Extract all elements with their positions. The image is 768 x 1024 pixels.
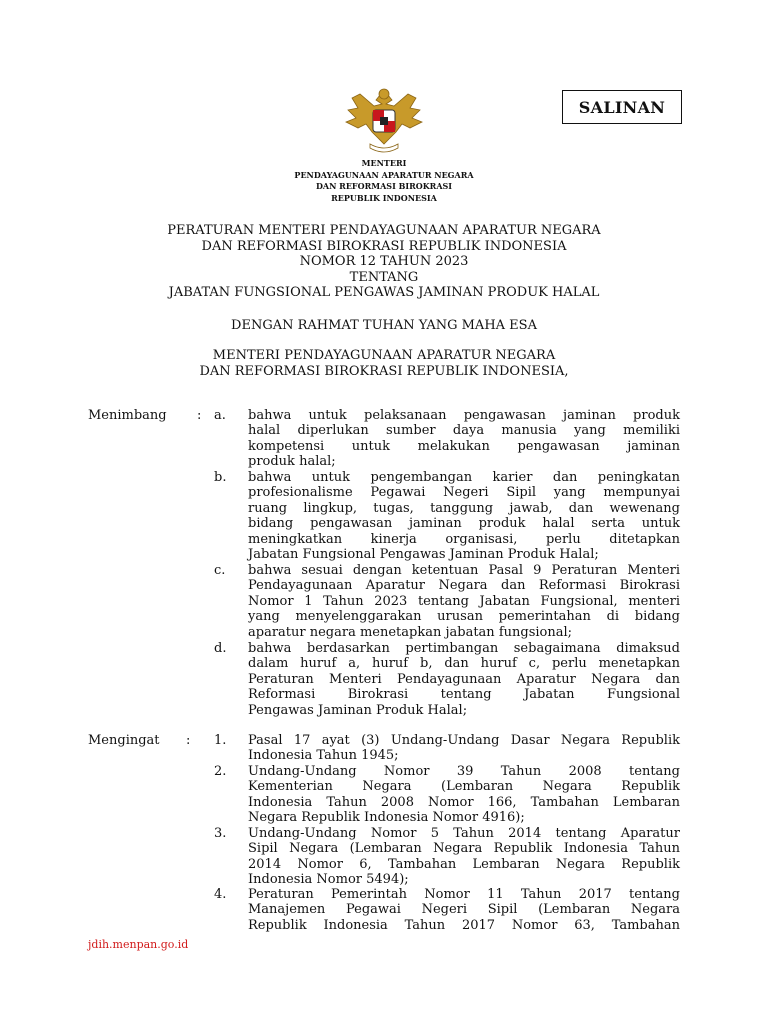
item-line: Undang-Undang Nomor 39 Tahun 2008 tentang (248, 764, 680, 779)
item-line: Kementerian Negara (Lembaran Negara Republik (248, 779, 680, 795)
item-line: kompetensi untuk melakukan pengawasan jaminan (248, 438, 680, 454)
item-line: bahwa berdasarkan pertimbangan sebagaimana dimaksud (248, 641, 680, 656)
item-line: Peraturan Pemerintah Nomor 11 Tahun 2017 tentang (248, 887, 680, 902)
item-line: Sipil Negara (Lembaran Negara Republik Indonesia Tahun (248, 841, 680, 857)
item-marker: c. (214, 563, 226, 578)
item-marker: 2. (214, 764, 227, 779)
menimbang-label: Menimbang (88, 408, 167, 423)
item-line: Indonesia Tahun 1945; (248, 748, 399, 764)
regulation-title (84, 223, 684, 379)
item-line: bahwa sesuai dengan ketentuan Pasal 9 Peraturan Menteri (248, 563, 680, 578)
item-marker: b. (214, 470, 227, 485)
item-line: aparatur negara menetapkan jabatan fungsional; (248, 624, 573, 640)
item-line: Undang-Undang Nomor 5 Tahun 2014 tentang Aparatur (248, 826, 680, 841)
footer-link[interactable]: jdih.menpan.go.id (88, 938, 189, 951)
item-line: produk halal; (248, 454, 336, 470)
item-line: ruang lingkup, tugas, tanggung jawab, dan wewenang (248, 500, 680, 516)
item-line: Nomor 1 Tahun 2023 tentang Jabatan Fungsional, menteri (248, 593, 680, 609)
item-marker: 3. (214, 826, 227, 841)
mengingat-colon: : (186, 733, 191, 748)
item-line: Pengawas Jaminan Produk Halal; (248, 702, 468, 718)
item-text (248, 887, 680, 933)
title-line: NOMOR 12 TAHUN 2023 (299, 254, 469, 269)
blessing-line: DENGAN RAHMAT TUHAN YANG MAHA ESA (231, 317, 537, 333)
item-marker: 1. (214, 733, 227, 748)
item-line: 2014 Nomor 6, Tambahan Lembaran Negara Republik (248, 856, 680, 872)
ministry-line: DAN REFORMASI BIROKRASI (315, 181, 453, 191)
item-text (248, 641, 680, 718)
mengingat-label: Mengingat (88, 733, 160, 748)
item-line: Reformasi Birokrasi tentang Jabatan Fungsional (248, 687, 680, 703)
issuer-line: DAN REFORMASI BIROKRASI REPUBLIK INDONESIA, (199, 363, 569, 379)
item-marker: 4. (214, 887, 227, 902)
item-line: Pasal 17 ayat (3) Undang-Undang Dasar Negara Republik (248, 733, 680, 748)
item-marker: d. (214, 641, 227, 656)
item-text (248, 470, 680, 562)
issuer-line: MENTERI PENDAYAGUNAAN APARATUR NEGARA (212, 348, 556, 363)
title-line: JABATAN FUNGSIONAL PENGAWAS JAMINAN PRODUK HALAL (168, 285, 600, 300)
item-text (248, 408, 680, 470)
item-line: Negara Republik Indonesia Nomor 4916); (248, 810, 525, 826)
item-line: yang menyelenggarakan urusan pemerintahan di bidang (248, 609, 680, 625)
ministry-line: PENDAYAGUNAAN APARATUR NEGARA (294, 169, 474, 180)
item-line: dalam huruf a, huruf b, dan huruf c, perlu menetapkan (248, 656, 680, 672)
item-line: Republik Indonesia Tahun 2017 Nomor 63, Tambahan (248, 917, 680, 933)
menimbang-colon: : (197, 408, 202, 423)
title-line: TENTANG (349, 269, 419, 285)
ministry-header (234, 158, 534, 204)
item-line: Jabatan Fungsional Pengawas Jaminan Produk Halal; (248, 547, 599, 563)
item-text (248, 764, 680, 826)
item-line: Manajemen Pegawai Negeri Sipil (Lembaran Negara (248, 902, 680, 918)
ministry-line: REPUBLIK INDONESIA (331, 192, 437, 203)
item-marker: a. (214, 408, 226, 423)
item-line: bahwa untuk pelaksanaan pengawasan jaminan produk (248, 408, 680, 423)
ministry-line: MENTERI (361, 158, 407, 168)
item-text (248, 826, 680, 888)
item-text (248, 563, 680, 640)
salinan-stamp: SALINAN (562, 90, 682, 124)
garuda-emblem-icon (342, 84, 426, 156)
item-line: Pendayagunaan Aparatur Negara dan Reformasi Birokrasi (248, 578, 680, 594)
item-line: Peraturan Menteri Pendayagunaan Aparatur Negara dan (248, 671, 680, 687)
item-text (248, 733, 680, 764)
item-line: bidang pengawasan jaminan produk halal serta untuk (248, 516, 680, 532)
item-line: Indonesia Tahun 2008 Nomor 166, Tambahan Lembaran (248, 794, 680, 810)
item-line: bahwa untuk pengembangan karier dan peningkatan (248, 470, 680, 485)
item-line: Indonesia Nomor 5494); (248, 872, 409, 888)
item-line: profesionalisme Pegawai Negeri Sipil yang mempunyai (248, 485, 680, 501)
title-line: PERATURAN MENTERI PENDAYAGUNAAN APARATUR NEGARA (167, 223, 601, 238)
title-line: DAN REFORMASI BIROKRASI REPUBLIK INDONESIA (201, 238, 567, 254)
item-line: halal diperlukan sumber daya manusia yang memiliki (248, 423, 680, 439)
item-line: meningkatkan kinerja organisasi, perlu ditetapkan (248, 531, 680, 547)
